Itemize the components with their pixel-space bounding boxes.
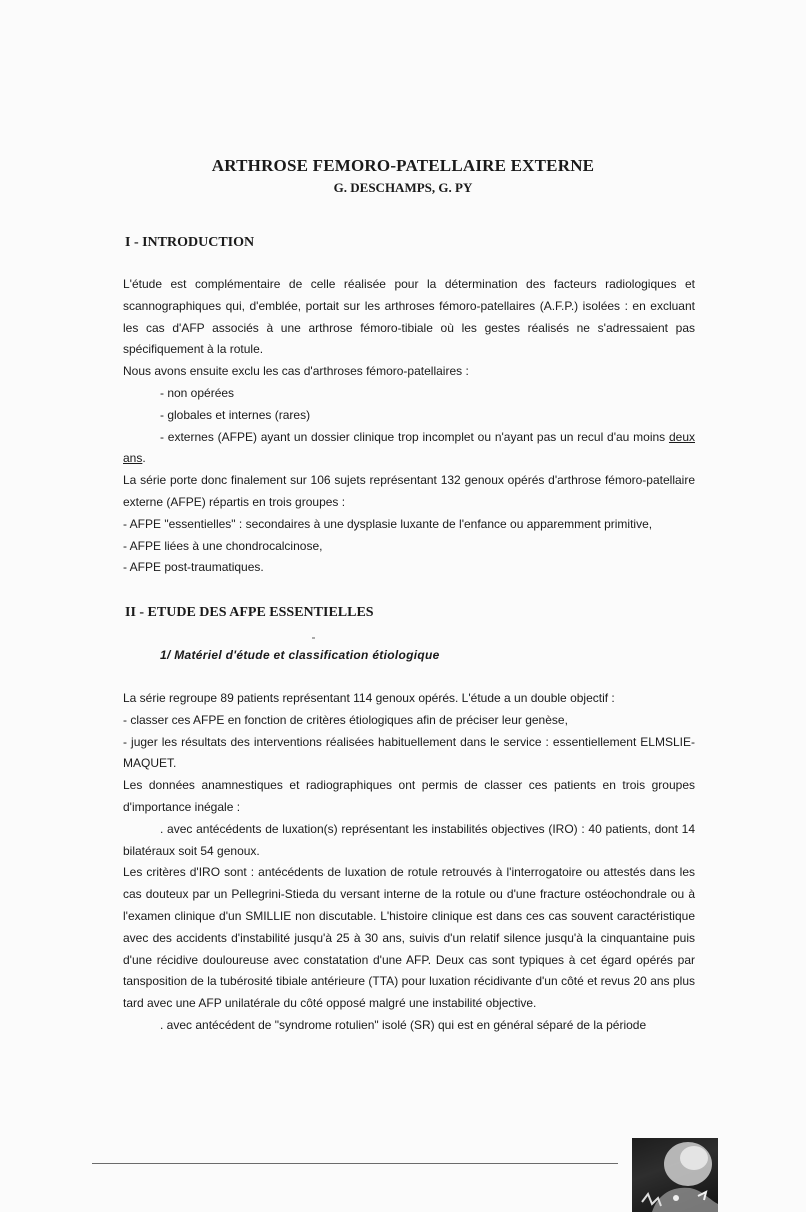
list-item: - AFPE post-traumatiques.	[123, 560, 264, 575]
paragraph: L'étude est complémentaire de celle réalisée pour la détermination des facteurs radiologiques et scannographiques qui, d'emblée, portait sur les arthroses fémoro-patellaires (A.F.P.) isolées : en excluant les cas d'AFP associés à une arthrose fémoro-tibiale où les gestes réalisés ne s'adressaient pas spécifiquement à la rotule.	[123, 277, 695, 357]
footer-rule	[92, 1163, 618, 1164]
paragraph: Les critères d'IRO sont : antécédents de luxation de rotule retrouvés à l'interrogatoire ou attestés dans les cas douteux par un Pellegrini-Stieda du versant interne de la rotule ou d'une fracture ostéochondrale ou à l'examen clinique d'un SMILLIE non discutable. L'histoire clinique est dans ces cas souvent caractéristique avec des accidents d'instabilité jusqu'à 25 à 30 ans, suivis d'un relatif silence jusqu'à la cinquantaine puis d'une récidive douloureuse avec constatation d'une AFP. Deux cas sont typiques à cet égard opérés par tansposition de la tubérosité tibiale antérieure (TTA) pour luxation récidivante d'un côté et revus 20 ans plus tard avec une AFP unilatérale du côté opposé malgré une instabilité objective.	[123, 865, 695, 1011]
list-item-end: .	[142, 451, 146, 466]
section-introduction-body	[123, 274, 695, 579]
paragraph: - juger les résultats des interventions réalisées habituellement dans le service : essentiellement ELMSLIE-MAQUET.	[123, 734, 695, 771]
section-heading-introduction: I - INTRODUCTION	[125, 235, 255, 250]
document-title: ARTHROSE FEMORO-PATELLAIRE EXTERNE	[211, 156, 595, 175]
list-item-text: - externes (AFPE) ayant un dossier clinique trop incomplet ou n'ayant pas un recul d'au moins	[160, 429, 669, 444]
list-item	[123, 427, 695, 471]
list-item: - AFPE liées à une chondrocalcinose,	[123, 538, 323, 553]
underlined-text: deux ans	[123, 429, 695, 466]
document-authors: G. DESCHAMPS, G. PY	[333, 180, 473, 195]
knee-bone-icon	[632, 1138, 718, 1212]
scan-speck	[312, 637, 315, 639]
list-item: - non opérées	[160, 385, 235, 400]
paragraph: Nous avons ensuite exclu les cas d'arthroses fémoro-patellaires :	[123, 364, 469, 379]
paragraph: La série regroupe 89 patients représentant 114 genoux opérés. L'étude a un double objectif :	[123, 691, 615, 705]
paragraph: . avec antécédents de luxation(s) représentant les instabilités objectives (IRO) : 40 patients, dont 14 bilatéraux soit 54 genoux.	[123, 821, 695, 858]
knee-xray-thumbnail	[632, 1138, 718, 1212]
section-heading-afpe-essentielles: II - ETUDE DES AFPE ESSENTIELLES	[125, 605, 374, 620]
paragraph: - classer ces AFPE en fonction de critères étiologiques afin de préciser leur genèse,	[123, 712, 568, 727]
list-item: - globales et internes (rares)	[160, 407, 311, 422]
subsection-heading: 1/ Matériel d'étude et classification étiologique	[160, 648, 440, 662]
list-item: - AFPE "essentielles" : secondaires à une dysplasie luxante de l'enfance ou apparemment primitive,	[123, 516, 653, 531]
section-afpe-body	[123, 688, 695, 1037]
paragraph: Les données anamnestiques et radiographiques ont permis de classer ces patients en trois groupes d'importance inégale :	[123, 778, 695, 814]
paragraph: . avec antécédent de "syndrome rotulien" isolé (SR) qui est en général séparé de la période	[160, 1017, 647, 1032]
paragraph: La série porte donc finalement sur 106 sujets représentant 132 genoux opérés d'arthrose fémoro-patellaire externe (AFPE) répartis en trois groupes :	[123, 473, 695, 509]
